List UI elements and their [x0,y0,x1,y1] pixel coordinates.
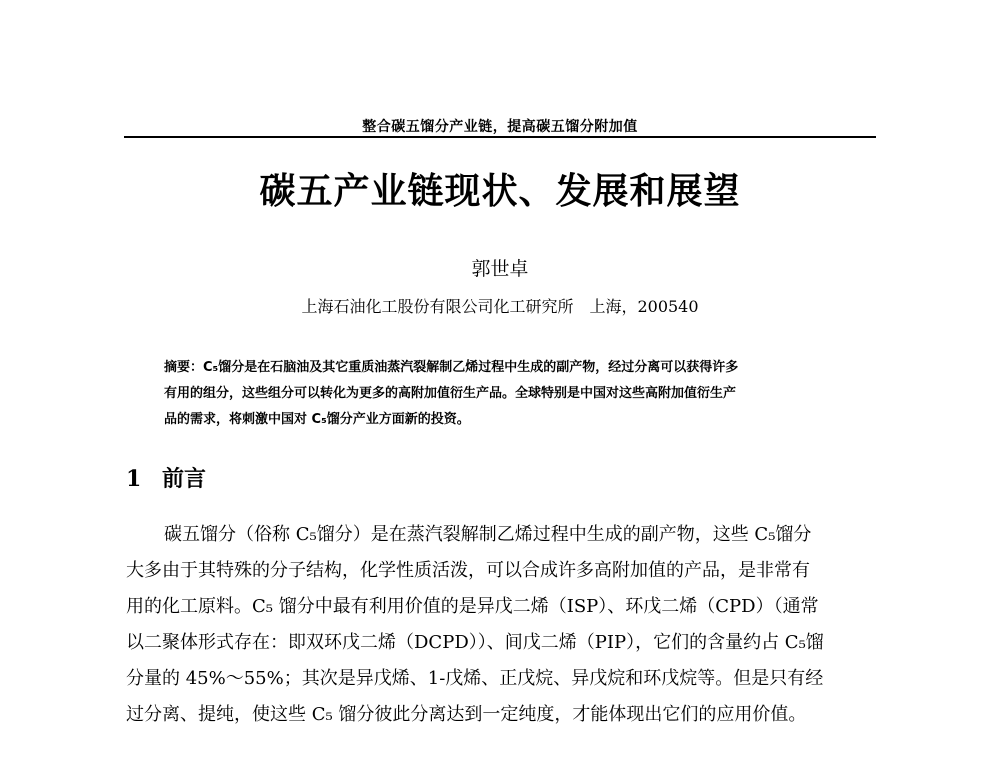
section-heading [126,462,206,493]
paragraph-line: 大多由于其特殊的分子结构，化学性质活泼，可以合成许多高附加值的产品，是非常有 [126,560,810,581]
affiliation-location: 上海，200540 [589,297,699,316]
paragraph-line: 以二聚体形式存在：即双环戊二烯（DCPD））、间戊二烯（PIP），它们的含量约占 C₅馏 [126,632,824,653]
abstract-line [164,355,840,381]
paragraph-line: 用的化工原料。C₅ 馏分中最有利用价值的是异戊二烯（ISP）、环戊二烯（CPD）（通常 [126,596,819,617]
article-title: 碳五产业链现状、发展和展望 [259,171,741,212]
abstract-label: 摘要： [164,360,204,375]
author-name: 郭世卓 [471,258,529,280]
abstract-line: 有用的组分，这些组分可以转化为更多的高附加值衍生产品。全球特别是中国对这些高附加值衍生产 [164,386,737,401]
abstract [164,355,840,433]
paragraph-line: 过分离、提纯，使这些 C₅ 馏分彼此分离达到一定纯度，才能体现出它们的应用价值。 [126,704,807,725]
affiliation [124,294,876,317]
running-header: 整合碳五馏分产业链，提高碳五馏分附加值 [362,119,638,135]
abstract-line: 品的需求，将刺激中国对 C₅馏分产业方面新的投资。 [164,412,470,427]
header-rule [124,136,876,138]
affiliation-institution: 上海石油化工股份有限公司化工研究所 [301,297,574,316]
paragraph-line: 分量的 45%～55%；其次是异戊烯、1-戊烯、正戊烷、异戊烷和环戊烷等。但是只有经 [126,668,824,689]
section-number: 1 [126,466,142,492]
paragraph-line: 碳五馏分（俗称 C₅馏分）是在蒸汽裂解制乙烯过程中生成的副产物，这些 C₅馏分 [164,524,812,545]
section-title: 前言 [162,466,207,492]
abstract-text: C₅馏分是在石脑油及其它重质油蒸汽裂解制乙烯过程中生成的副产物，经过分离可以获得许多 [203,360,739,375]
section-paragraph [126,517,880,733]
